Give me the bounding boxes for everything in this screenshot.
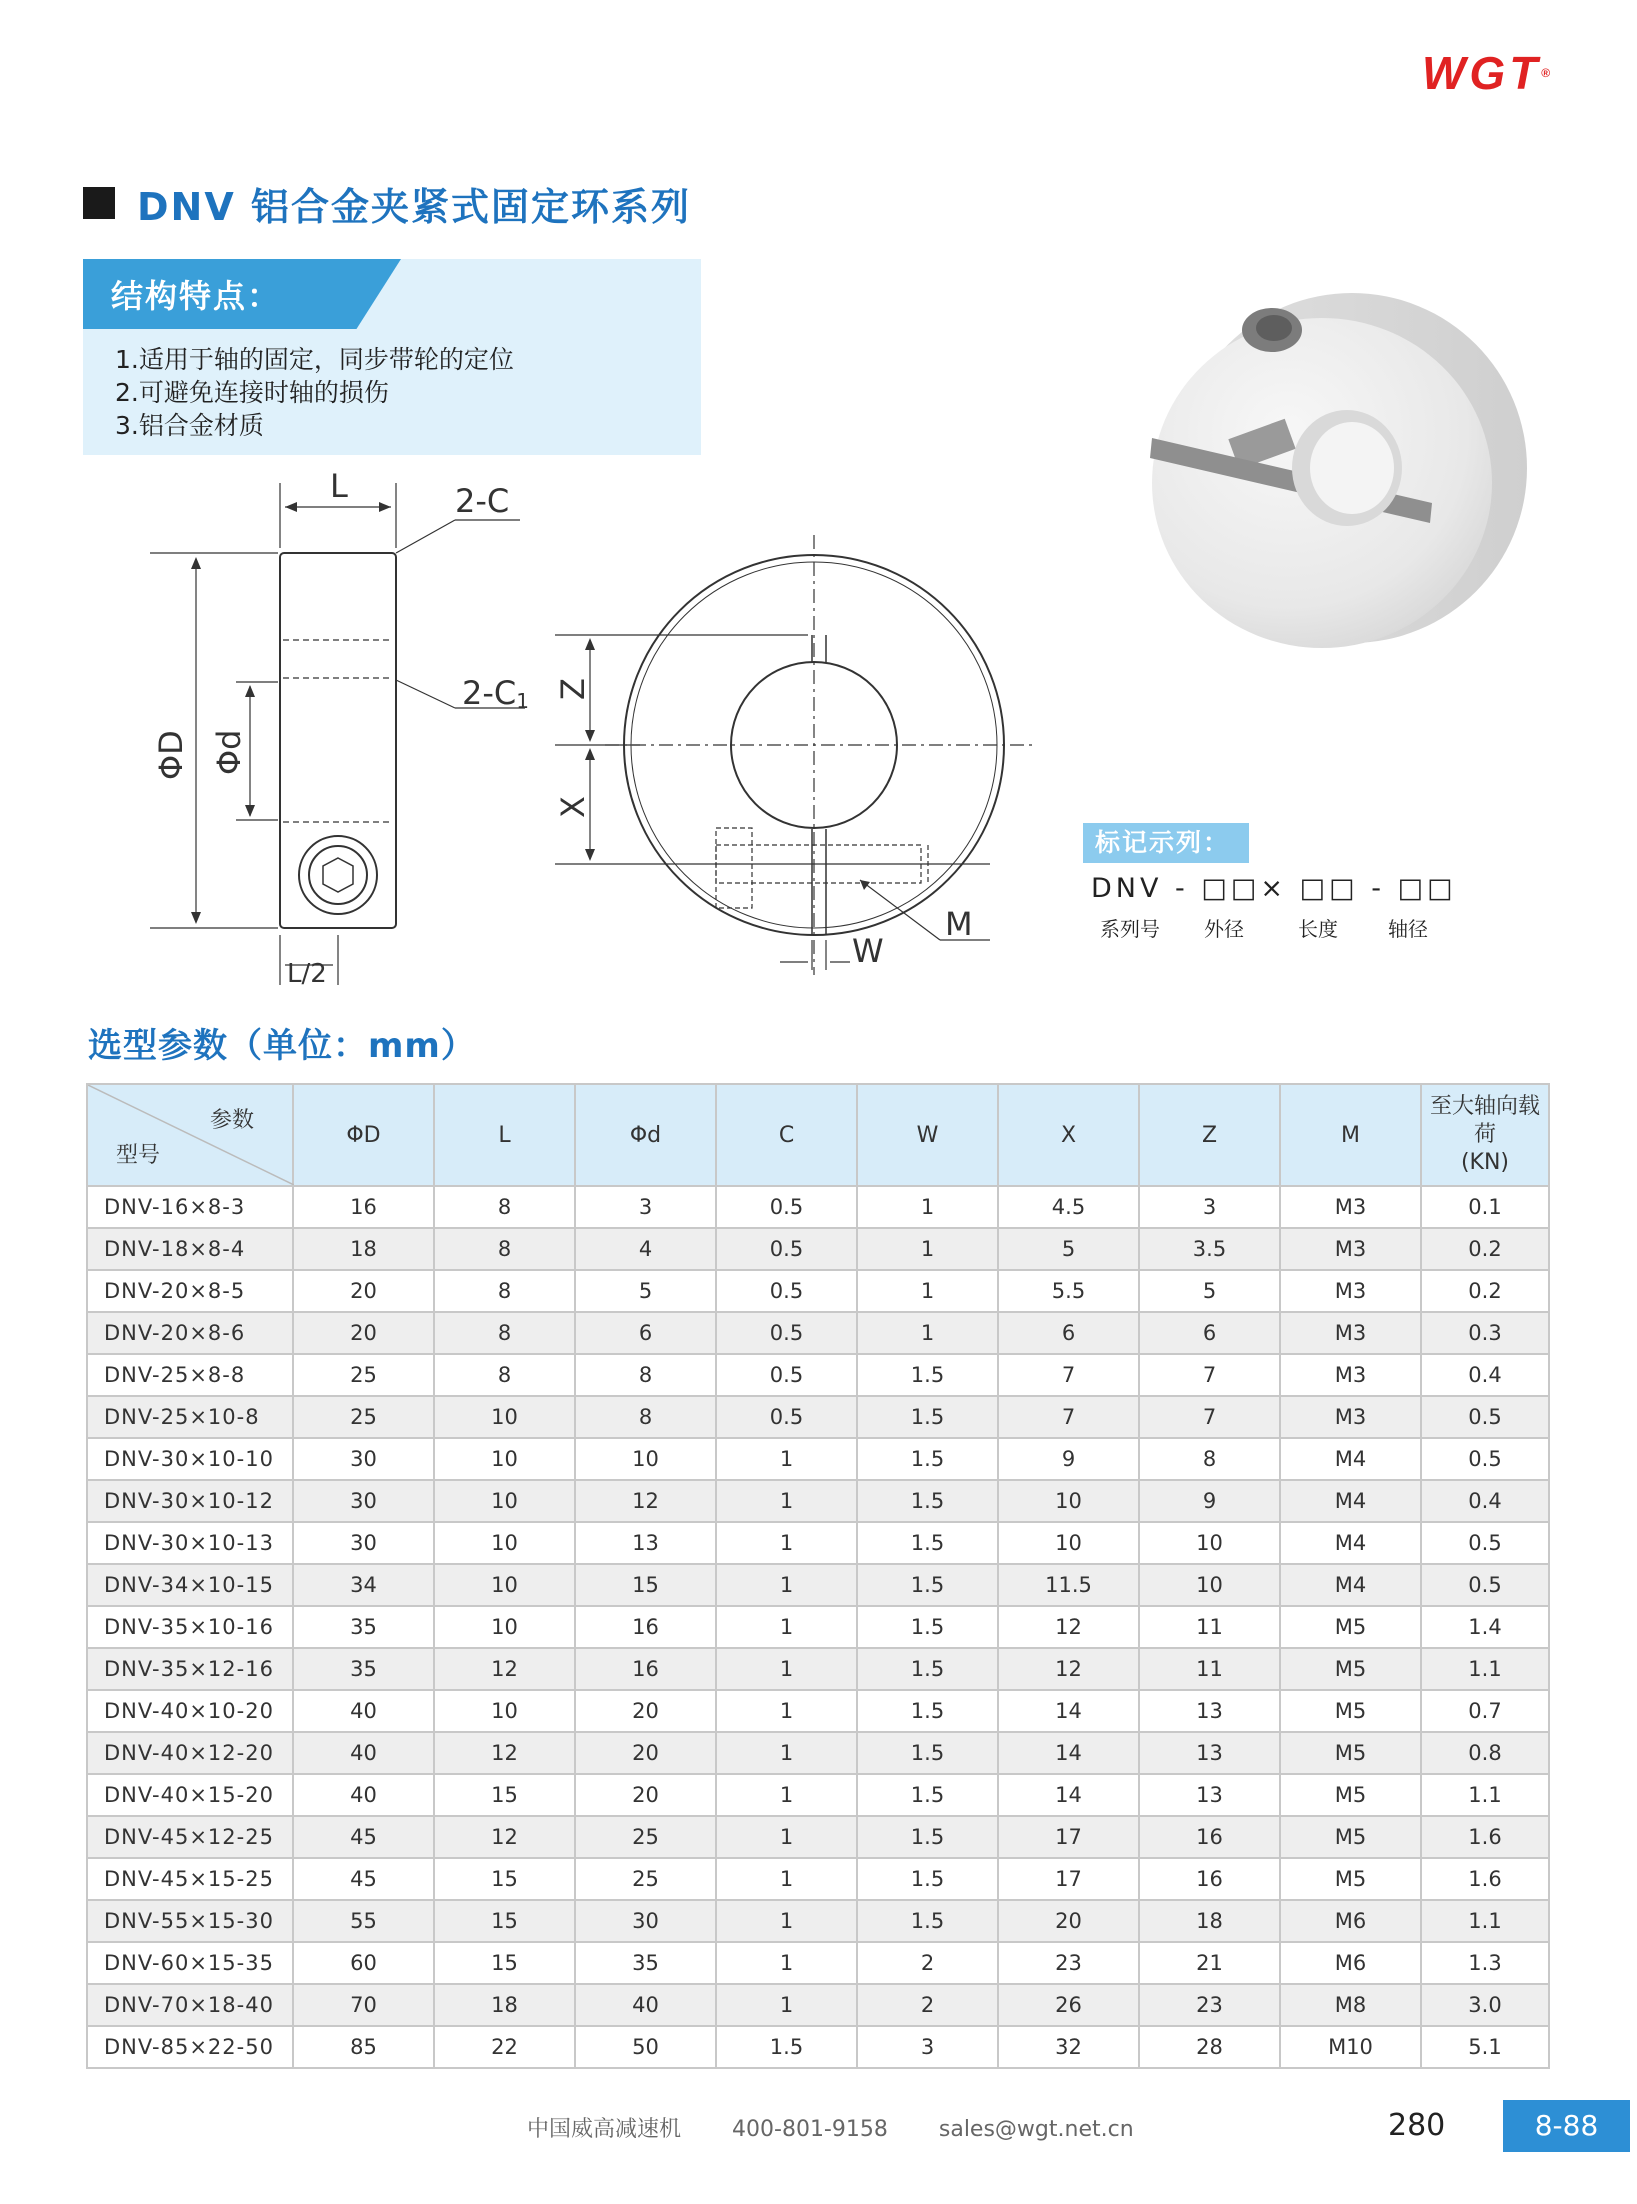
model-cell: DNV-16×8-3 [87,1186,293,1228]
value-cell: 1.1 [1421,1900,1549,1942]
value-cell: 6 [998,1312,1139,1354]
value-cell: M4 [1280,1522,1421,1564]
table-row [87,1606,1549,1648]
value-cell: 5.1 [1421,2026,1549,2068]
table-row [87,1816,1549,1858]
value-cell: 0.5 [1421,1396,1549,1438]
value-cell: 1 [716,1732,857,1774]
table-row [87,1774,1549,1816]
value-cell: 10 [434,1564,575,1606]
header-corner: 参数 型号 [87,1084,293,1186]
value-cell: 10 [434,1606,575,1648]
value-cell: 1.5 [857,1732,998,1774]
value-cell: 6 [1139,1312,1280,1354]
page-number: 280 [1388,2108,1446,2143]
footer-company: 中国威高减速机 [527,2117,682,2142]
value-cell: 10 [434,1396,575,1438]
value-cell: 23 [1139,1984,1280,2026]
value-cell: 23 [998,1942,1139,1984]
footer-contact [527,2112,1178,2143]
value-cell: 1.5 [857,1774,998,1816]
model-cell: DNV-30×10-13 [87,1522,293,1564]
value-cell: 16 [575,1648,716,1690]
value-cell: 8 [434,1228,575,1270]
model-cell: DNV-85×22-50 [87,2026,293,2068]
feature-item: 1.适用于轴的固定，同步带轮的定位 [115,345,514,374]
section-title: 选型参数（单位：mm） [88,1026,476,1066]
value-cell: 0.1 [1421,1186,1549,1228]
value-cell: 8 [434,1270,575,1312]
label-2-C1: 2-C1 [462,674,529,713]
value-cell: 18 [1139,1900,1280,1942]
value-cell: 15 [434,1858,575,1900]
brand-logo: WGT® [1422,47,1555,99]
value-cell: 4.5 [998,1186,1139,1228]
value-cell: M4 [1280,1438,1421,1480]
value-cell: 10 [1139,1564,1280,1606]
value-cell: 50 [575,2026,716,2068]
table-row [87,1186,1549,1228]
value-cell: 10 [998,1522,1139,1564]
label-phi-D: ΦD [152,730,190,780]
model-cell: DNV-34×10-15 [87,1564,293,1606]
value-cell: 20 [575,1690,716,1732]
table-row [87,1984,1549,2026]
value-cell: 1 [857,1270,998,1312]
value-cell: 35 [575,1942,716,1984]
value-cell: 3.0 [1421,1984,1549,2026]
value-cell: 10 [434,1480,575,1522]
value-cell: 16 [1139,1858,1280,1900]
value-cell: 7 [998,1396,1139,1438]
value-cell: 1.4 [1421,1606,1549,1648]
value-cell: 0.5 [1421,1564,1549,1606]
value-cell: 1 [716,1900,857,1942]
value-cell: M5 [1280,1732,1421,1774]
value-cell: 0.5 [716,1396,857,1438]
value-cell: 18 [293,1228,434,1270]
value-cell: 1 [857,1312,998,1354]
model-cell: DNV-45×12-25 [87,1816,293,1858]
value-cell: 0.5 [716,1312,857,1354]
value-cell: 1 [716,1942,857,1984]
value-cell: 5 [998,1228,1139,1270]
value-cell: 4 [575,1228,716,1270]
value-cell: 0.5 [716,1186,857,1228]
header-axial-load: 至大轴向载荷 (KN) [1421,1084,1549,1186]
value-cell: 1 [857,1186,998,1228]
model-cell: DNV-40×15-20 [87,1774,293,1816]
value-cell: 45 [293,1816,434,1858]
model-cell: DNV-35×12-16 [87,1648,293,1690]
value-cell: M4 [1280,1480,1421,1522]
table-row [87,2026,1549,2068]
value-cell: M6 [1280,1900,1421,1942]
caption-series: 系列号 [1100,917,1160,941]
value-cell: 5.5 [998,1270,1139,1312]
value-cell: 12 [575,1480,716,1522]
value-cell: 20 [293,1270,434,1312]
value-cell: 0.5 [716,1270,857,1312]
value-cell: 22 [434,2026,575,2068]
label-L-half: L/2 [287,959,327,989]
value-cell: 20 [293,1312,434,1354]
value-cell: 13 [1139,1774,1280,1816]
value-cell: M5 [1280,1774,1421,1816]
table-row [87,1900,1549,1942]
value-cell: 45 [293,1858,434,1900]
value-cell: 1.5 [857,1606,998,1648]
value-cell: 1 [716,1816,857,1858]
header-C: C [716,1084,857,1186]
value-cell: M10 [1280,2026,1421,2068]
value-cell: 1 [716,1564,857,1606]
value-cell: 0.5 [1421,1438,1549,1480]
value-cell: 3 [857,2026,998,2068]
value-cell: 13 [575,1522,716,1564]
value-cell: 0.4 [1421,1480,1549,1522]
value-cell: 60 [293,1942,434,1984]
footer-email: sales@wgt.net.cn [938,2117,1134,2142]
value-cell: 0.2 [1421,1270,1549,1312]
label-2-C: 2-C [455,482,510,520]
value-cell: 1 [716,1480,857,1522]
value-cell: M4 [1280,1564,1421,1606]
value-cell: 16 [575,1606,716,1648]
marking-heading: 标记示列： [1083,823,1249,863]
value-cell: 14 [998,1690,1139,1732]
value-cell: 30 [293,1480,434,1522]
table-row [87,1858,1549,1900]
value-cell: 12 [998,1606,1139,1648]
value-cell: 3.5 [1139,1228,1280,1270]
value-cell: 1 [716,1522,857,1564]
value-cell: 25 [293,1354,434,1396]
label-X: X [554,796,592,818]
value-cell: 30 [293,1438,434,1480]
value-cell: 25 [575,1858,716,1900]
value-cell: 1 [716,1858,857,1900]
value-cell: 85 [293,2026,434,2068]
value-cell: 16 [1139,1816,1280,1858]
table-row [87,1564,1549,1606]
label-phi-d: Φd [210,729,248,775]
value-cell: M5 [1280,1606,1421,1648]
value-cell: M5 [1280,1816,1421,1858]
value-cell: 17 [998,1858,1139,1900]
value-cell: 1.5 [857,1438,998,1480]
value-cell: 25 [575,1816,716,1858]
value-cell: 26 [998,1984,1139,2026]
value-cell: 5 [1139,1270,1280,1312]
table-row [87,1396,1549,1438]
value-cell: 13 [1139,1690,1280,1732]
caption-shaft: 轴径 [1388,917,1428,941]
value-cell: 8 [1139,1438,1280,1480]
table-row [87,1270,1549,1312]
value-cell: 8 [434,1354,575,1396]
value-cell: 14 [998,1774,1139,1816]
table-row [87,1438,1549,1480]
value-cell: 7 [1139,1396,1280,1438]
spec-table [86,1083,1550,2069]
value-cell: 9 [998,1438,1139,1480]
value-cell: 11 [1139,1606,1280,1648]
value-cell: 13 [1139,1732,1280,1774]
value-cell: 1.5 [857,1648,998,1690]
value-cell: 1.5 [716,2026,857,2068]
table-row [87,1690,1549,1732]
value-cell: M8 [1280,1984,1421,2026]
value-cell: 7 [998,1354,1139,1396]
model-cell: DNV-20×8-6 [87,1312,293,1354]
value-cell: 0.5 [716,1228,857,1270]
value-cell: M3 [1280,1354,1421,1396]
header-phi-D: ΦD [293,1084,434,1186]
value-cell: 70 [293,1984,434,2026]
value-cell: M3 [1280,1228,1421,1270]
value-cell: 17 [998,1816,1139,1858]
value-cell: 3 [1139,1186,1280,1228]
value-cell: 1 [716,1984,857,2026]
label-Z: Z [554,678,592,700]
model-cell: DNV-18×8-4 [87,1228,293,1270]
value-cell: 0.7 [1421,1690,1549,1732]
header-L: L [434,1084,575,1186]
value-cell: 0.2 [1421,1228,1549,1270]
value-cell: 5 [575,1270,716,1312]
header-Z: Z [1139,1084,1280,1186]
value-cell: 10 [1139,1522,1280,1564]
value-cell: 1.5 [857,1858,998,1900]
value-cell: 11 [1139,1648,1280,1690]
value-cell: 1 [716,1774,857,1816]
value-cell: 20 [998,1900,1139,1942]
value-cell: 0.5 [716,1354,857,1396]
model-cell: DNV-40×12-20 [87,1732,293,1774]
technical-drawing [0,0,1100,990]
value-cell: M3 [1280,1270,1421,1312]
table-row [87,1942,1549,1984]
value-cell: 1.1 [1421,1774,1549,1816]
model-cell: DNV-30×10-12 [87,1480,293,1522]
model-cell: DNV-40×10-20 [87,1690,293,1732]
value-cell: 0.5 [1421,1522,1549,1564]
footer-phone: 400-801-9158 [732,2117,888,2142]
value-cell: 8 [575,1354,716,1396]
value-cell: 10 [434,1690,575,1732]
value-cell: 25 [293,1396,434,1438]
feature-item: 3.铝合金材质 [115,411,264,440]
value-cell: 40 [293,1732,434,1774]
value-cell: M3 [1280,1186,1421,1228]
value-cell: 1.6 [1421,1858,1549,1900]
table-row [87,1732,1549,1774]
table-row [87,1228,1549,1270]
table-row [87,1480,1549,1522]
value-cell: 1.5 [857,1900,998,1942]
value-cell: M5 [1280,1858,1421,1900]
table-row [87,1312,1549,1354]
value-cell: 14 [998,1732,1139,1774]
page-title-text: DNV 铝合金夹紧式固定环系列 [137,184,691,229]
value-cell: 15 [434,1942,575,1984]
caption-length: 长度 [1298,917,1338,941]
value-cell: 20 [575,1732,716,1774]
value-cell: 1.3 [1421,1942,1549,1984]
value-cell: 2 [857,1942,998,1984]
value-cell: 32 [998,2026,1139,2068]
value-cell: 9 [1139,1480,1280,1522]
marking-example [1083,823,1457,941]
feature-item: 2.可避免连接时轴的损伤 [115,378,389,407]
value-cell: 0.8 [1421,1732,1549,1774]
value-cell: 8 [434,1312,575,1354]
value-cell: 0.3 [1421,1312,1549,1354]
value-cell: 1 [857,1228,998,1270]
label-W: W [852,932,884,970]
section-page-tab: 8-88 [1503,2100,1630,2152]
value-cell: 1.5 [857,1522,998,1564]
value-cell: 2 [857,1984,998,2026]
value-cell: 8 [575,1396,716,1438]
model-cell: DNV-45×15-25 [87,1858,293,1900]
model-cell: DNV-25×8-8 [87,1354,293,1396]
value-cell: 15 [434,1774,575,1816]
value-cell: M5 [1280,1648,1421,1690]
value-cell: 1.5 [857,1480,998,1522]
value-cell: 12 [998,1648,1139,1690]
value-cell: 10 [575,1438,716,1480]
value-cell: M3 [1280,1312,1421,1354]
header-X: X [998,1084,1139,1186]
value-cell: 1 [716,1648,857,1690]
value-cell: 55 [293,1900,434,1942]
model-cell: DNV-60×15-35 [87,1942,293,1984]
table-row [87,1648,1549,1690]
value-cell: 18 [434,1984,575,2026]
header-W: W [857,1084,998,1186]
value-cell: 1.6 [1421,1816,1549,1858]
value-cell: 20 [575,1774,716,1816]
value-cell: M3 [1280,1396,1421,1438]
value-cell: 21 [1139,1942,1280,1984]
value-cell: 8 [434,1186,575,1228]
value-cell: 10 [434,1438,575,1480]
value-cell: 40 [293,1774,434,1816]
value-cell: 30 [293,1522,434,1564]
table-row [87,1522,1549,1564]
value-cell: 35 [293,1606,434,1648]
model-cell: DNV-70×18-40 [87,1984,293,2026]
features-heading: 结构特点： [111,277,282,315]
table-row [87,1354,1549,1396]
value-cell: 28 [1139,2026,1280,2068]
value-cell: 15 [434,1900,575,1942]
value-cell: 1.5 [857,1816,998,1858]
value-cell: 34 [293,1564,434,1606]
value-cell: 1 [716,1606,857,1648]
value-cell: 16 [293,1186,434,1228]
value-cell: 0.4 [1421,1354,1549,1396]
value-cell: 15 [575,1564,716,1606]
value-cell: 40 [575,1984,716,2026]
value-cell: 1.5 [857,1564,998,1606]
table-header-row [87,1084,1549,1186]
value-cell: 30 [575,1900,716,1942]
label-L: L [330,467,348,505]
model-cell: DNV-30×10-10 [87,1438,293,1480]
value-cell: M6 [1280,1942,1421,1984]
value-cell: 11.5 [998,1564,1139,1606]
label-M: M [945,905,973,943]
marking-code: DNV - □□× □□ - □□ [1091,873,1457,904]
value-cell: 1.5 [857,1690,998,1732]
value-cell: 12 [434,1648,575,1690]
value-cell: 1.5 [857,1354,998,1396]
model-cell: DNV-25×10-8 [87,1396,293,1438]
value-cell: 10 [434,1522,575,1564]
value-cell: 1.5 [857,1396,998,1438]
value-cell: 12 [434,1816,575,1858]
value-cell: 40 [293,1690,434,1732]
value-cell: 35 [293,1648,434,1690]
value-cell: 7 [1139,1354,1280,1396]
value-cell: 1.1 [1421,1648,1549,1690]
header-phi-d: Φd [575,1084,716,1186]
value-cell: 1 [716,1438,857,1480]
value-cell: 12 [434,1732,575,1774]
model-cell: DNV-55×15-30 [87,1900,293,1942]
value-cell: 10 [998,1480,1139,1522]
caption-outer: 外径 [1204,917,1244,941]
value-cell: M5 [1280,1690,1421,1732]
value-cell: 6 [575,1312,716,1354]
product-image [1112,268,1552,698]
header-M: M [1280,1084,1421,1186]
model-cell: DNV-35×10-16 [87,1606,293,1648]
value-cell: 1 [716,1690,857,1732]
value-cell: 3 [575,1186,716,1228]
model-cell: DNV-20×8-5 [87,1270,293,1312]
